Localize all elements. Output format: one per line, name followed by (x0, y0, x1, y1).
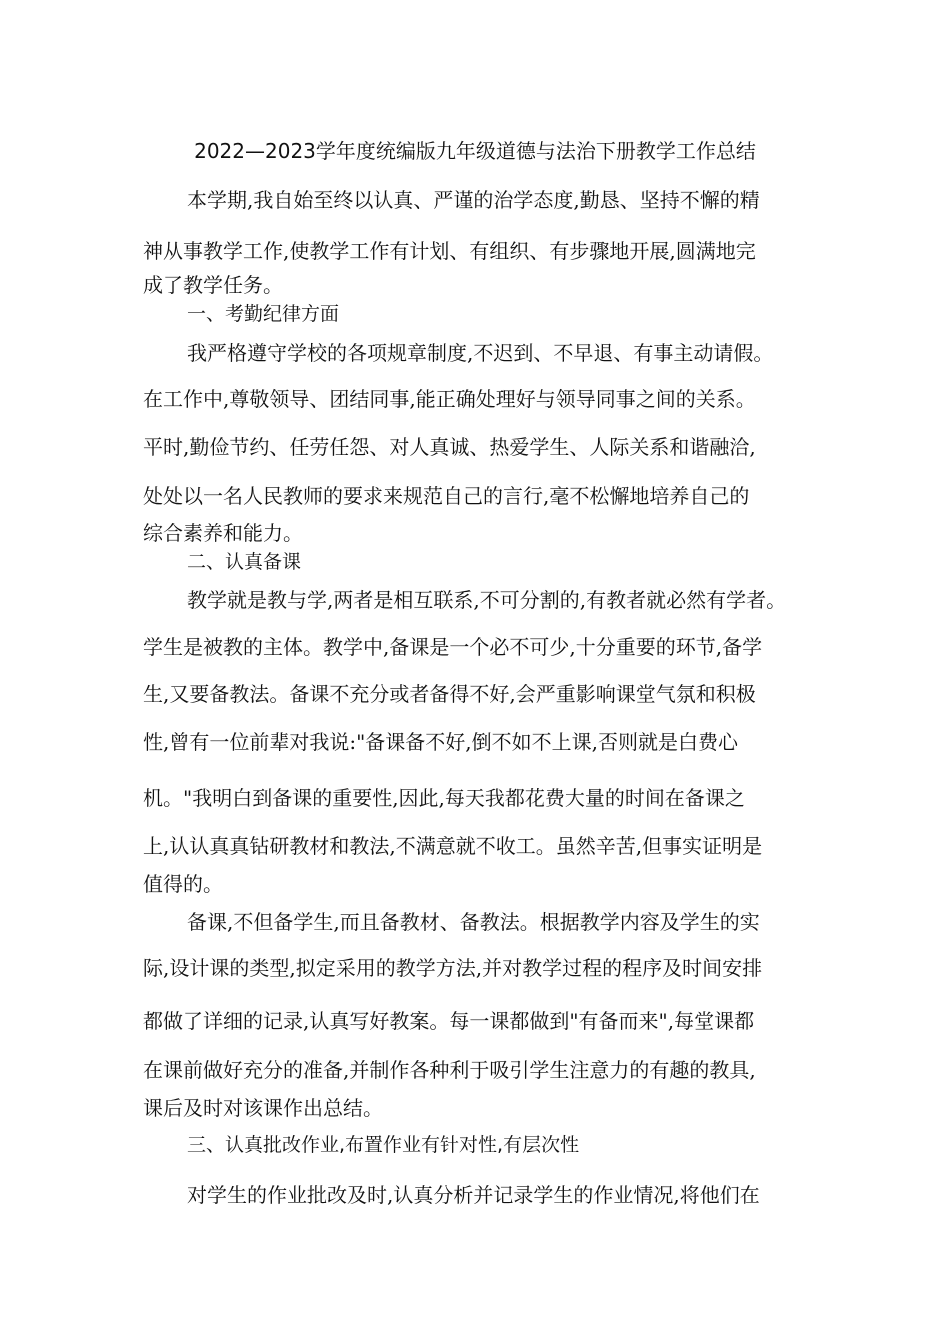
paragraph-line: 学生是被教的主体。教学中,备课是一个必不可少,十分重要的环节,备学 (143, 635, 763, 659)
paragraph-line: 都做了详细的记录,认真写好教案。每一课都做到"有备而来",每堂课都 (143, 1009, 755, 1033)
paragraph-line: 际,设计课的类型,拟定采用的教学方法,并对教学过程的程序及时间安排 (143, 956, 763, 980)
paragraph-line: 我严格遵守学校的各项规章制度,不迟到、不早退、有事主动请假。 (187, 341, 774, 365)
document-title: 2022—2023学年度统编版九年级道德与法治下册教学工作总结 (194, 139, 756, 163)
paragraph-line: 课后及时对该课作出总结。 (143, 1096, 383, 1120)
paragraph-line: 生,又要备教法。备课不充分或者备得不好,会严重影响课堂气氛和积极 (143, 682, 756, 706)
paragraph-line: 上,认认真真钻研教材和教法,不满意就不收工。虽然辛苦,但事实证明是 (143, 834, 763, 858)
paragraph-line: 处处以一名人民教师的要求来规范自己的言行,毫不松懈地培养自己的 (143, 484, 750, 508)
section-heading: 三、认真批改作业,布置作业有针对性,有层次性 (187, 1134, 580, 1156)
paragraph-line: 性,曾有一位前辈对我说:"备课备不好,倒不如不上课,否则就是白费心 (143, 730, 739, 754)
paragraph-line: 在工作中,尊敬领导、团结同事,能正确处理好与领导同事之间的关系。 (143, 387, 756, 411)
paragraph-line: 教学就是教与学,两者是相互联系,不可分割的,有教者就必然有学者。 (187, 588, 787, 612)
paragraph-line: 平时,勤俭节约、任劳任怨、对人真诚、热爱学生、人际关系和谐融洽, (143, 435, 756, 459)
section-heading: 一、考勤纪律方面 (187, 303, 340, 325)
paragraph-line: 综合素养和能力。 (143, 521, 303, 545)
section-heading: 二、认真备课 (187, 551, 302, 573)
paragraph-line: 神从事教学工作,使教学工作有计划、有组织、有步骤地开展,圆满地完 (143, 239, 756, 263)
paragraph-line: 备课,不但备学生,而且备教材、备教法。根据教学内容及学生的实 (187, 910, 760, 934)
paragraph-line: 在课前做好充分的准备,并制作各种利于吸引学生注意力的有趣的教具, (143, 1058, 756, 1082)
paragraph-line: 对学生的作业批改及时,认真分析并记录学生的作业情况,将他们在 (187, 1183, 760, 1207)
paragraph-line: 本学期,我自始至终以认真、严谨的治学态度,勤恳、坚持不懈的精 (187, 188, 760, 212)
paragraph-line: 值得的。 (143, 872, 223, 896)
paragraph-line: 成了教学任务。 (143, 273, 283, 297)
paragraph-line: 机。"我明白到备课的重要性,因此,每天我都花费大量的时间在备课之 (143, 786, 745, 810)
